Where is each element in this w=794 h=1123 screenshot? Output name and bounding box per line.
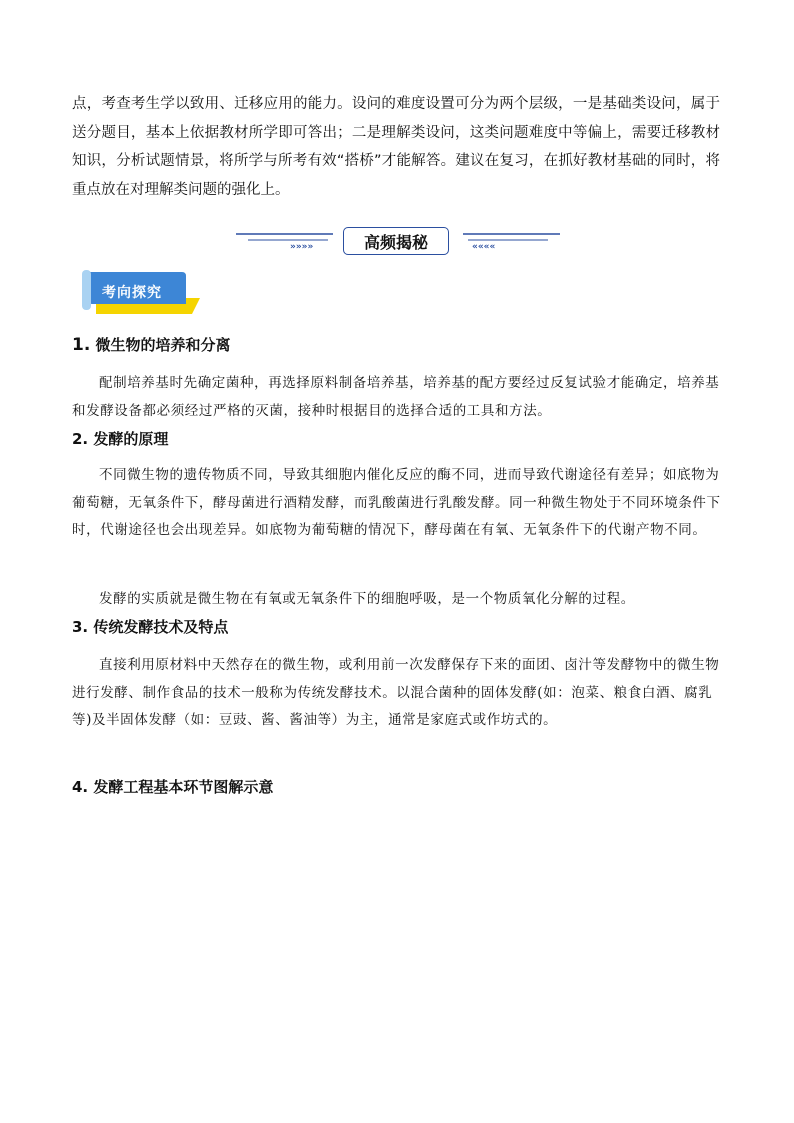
- section-3-paragraph: 直接利用原材料中天然存在的微生物，或利用前一次发酵保存下来的面团、卤汁等发酵物中的微生物进行发酵、制作食品的技术一般称为传统发酵技术。以混合菌种的固体发酵(如：泡菜、粮食白酒、腐乳等)及半固体发酵（如：豆豉、酱、酱油等）为主，通常是家庭式或作坊式的。: [72, 657, 720, 728]
- section-1-number: 1.: [72, 335, 91, 355]
- section-4-number: 4.: [72, 778, 89, 796]
- section-2-number: 2.: [72, 430, 89, 448]
- section-4-heading: [72, 776, 273, 797]
- banner-title: 高频揭秘: [343, 227, 449, 255]
- section-2-heading: [72, 428, 168, 449]
- section-2-paragraph-2: 发酵的实质就是微生物在有氧或无氧条件下的细胞呼吸，是一个物质氧化分解的过程。: [99, 591, 635, 607]
- section-banner: [228, 224, 568, 260]
- section-3-heading: [72, 616, 228, 637]
- svg-text:»»»»: »»»»: [290, 242, 314, 252]
- intro-paragraph: 点，考查考生学以致用、迁移应用的能力。设问的难度设置可分为两个层级，一是基础类设问，属于送分题目，基本上依据教材所学即可答出；二是理解类设问，这类问题难度中等偏上，需要迁移教材知识，分析试题情景，将所学与所考有效“搭桥”才能解答。建议在复习，在抓好教材基础的同时，将重点放在对理解类问题的强化上。: [72, 96, 720, 198]
- section-2-title: 发酵的原理: [93, 430, 169, 448]
- section-2-paragraph-1: 不同微生物的遗传物质不同，导致其细胞内催化反应的酶不同，进而导致代谢途径有差异；如底物为葡萄糖，无氧条件下，酵母菌进行酒精发酵，而乳酸菌进行乳酸发酵。同一种微生物处于不同环境条件下时，代谢途径也会出现差异。如底物为葡萄糖的情况下，酵母菌在有氧、无氧条件下的代谢产物不同。: [72, 467, 721, 538]
- section-4-title: 发酵工程基本环节图解示意: [93, 778, 274, 796]
- section-3-title: 传统发酵技术及特点: [93, 618, 229, 636]
- tag-label: 考向探究: [102, 285, 162, 301]
- svg-text:««««: ««««: [472, 242, 496, 252]
- section-3-number: 3.: [72, 618, 89, 636]
- section-1-title: 微生物的培养和分离: [95, 336, 231, 354]
- section-1-paragraph: 配制培养基时先确定菌种，再选择原料制备培养基，培养基的配方要经过反复试验才能确定，培养基和发酵设备都必须经过严格的灭菌，接种时根据目的选择合适的工具和方法。: [72, 375, 720, 419]
- section-tag: [82, 270, 200, 314]
- section-1-heading: [72, 334, 231, 355]
